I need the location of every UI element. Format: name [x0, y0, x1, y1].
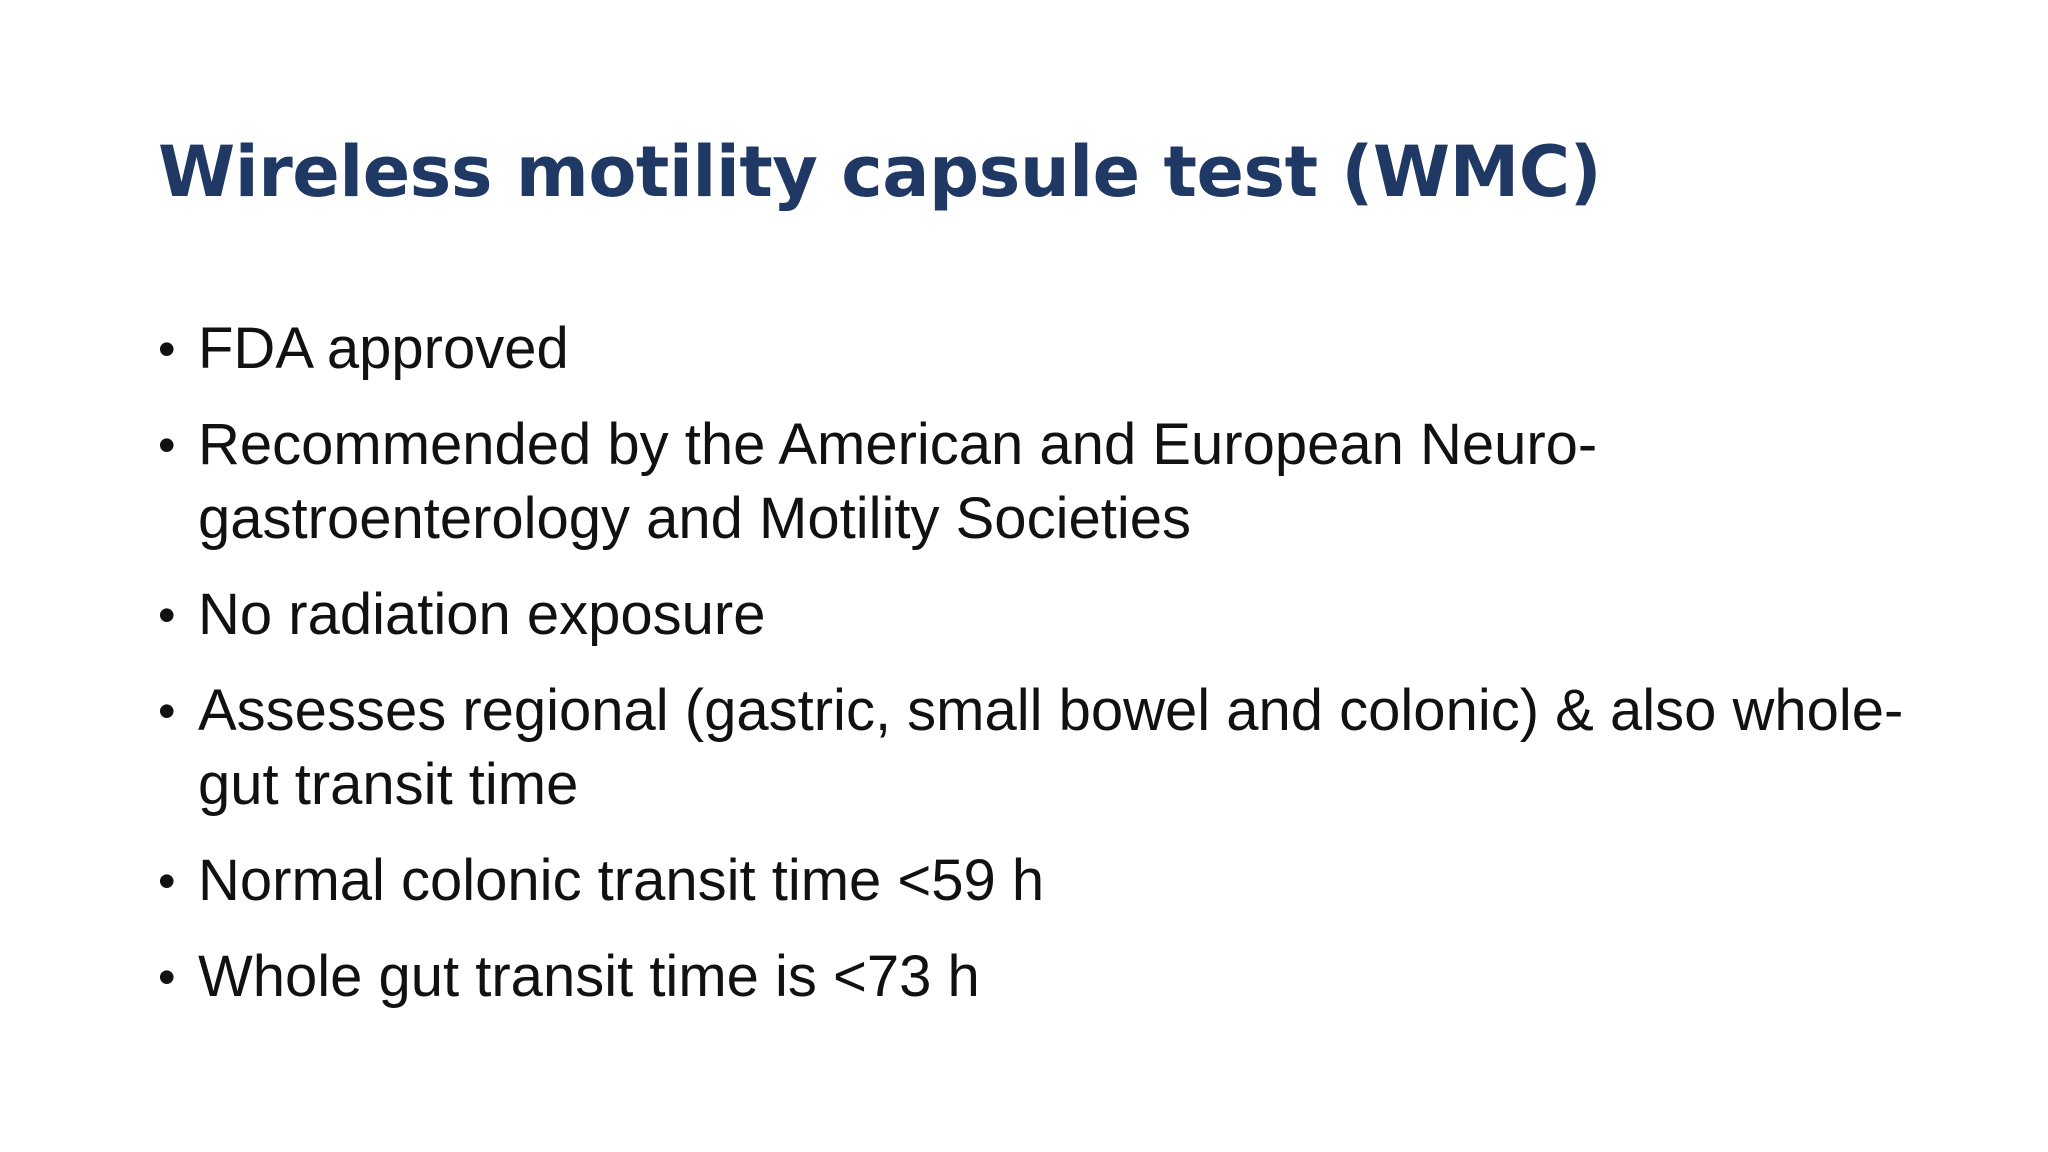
bullet-text: Whole gut transit time is <73 h [198, 944, 980, 1009]
bullet-item [158, 312, 1948, 386]
bullet-text: Normal colonic transit time <59 h [198, 848, 1045, 913]
bullet-text: Assesses regional (gastric, small bowel and colonic) & also whole-gut transit time [198, 678, 1904, 817]
bullet-point-icon: • [158, 853, 176, 909]
bullet-point-icon: • [158, 683, 176, 739]
bullet-text: Recommended by the American and European Neuro-gastroenterology and Motility Societies [198, 412, 1598, 551]
bullet-point-icon: • [158, 949, 176, 1005]
bullet-text: FDA approved [198, 316, 569, 381]
bullet-list [158, 312, 1948, 1036]
bullet-point-icon: • [158, 321, 176, 377]
bullet-item [158, 940, 1948, 1014]
bullet-text: No radiation exposure [198, 582, 766, 647]
bullet-point-icon: • [158, 417, 176, 473]
slide-title: Wireless motility capsule test (WMC) [158, 131, 1602, 213]
bullet-item [158, 674, 1948, 822]
bullet-item [158, 578, 1948, 652]
bullet-point-icon: • [158, 587, 176, 643]
bullet-item [158, 844, 1948, 918]
bullet-item [158, 408, 1948, 556]
